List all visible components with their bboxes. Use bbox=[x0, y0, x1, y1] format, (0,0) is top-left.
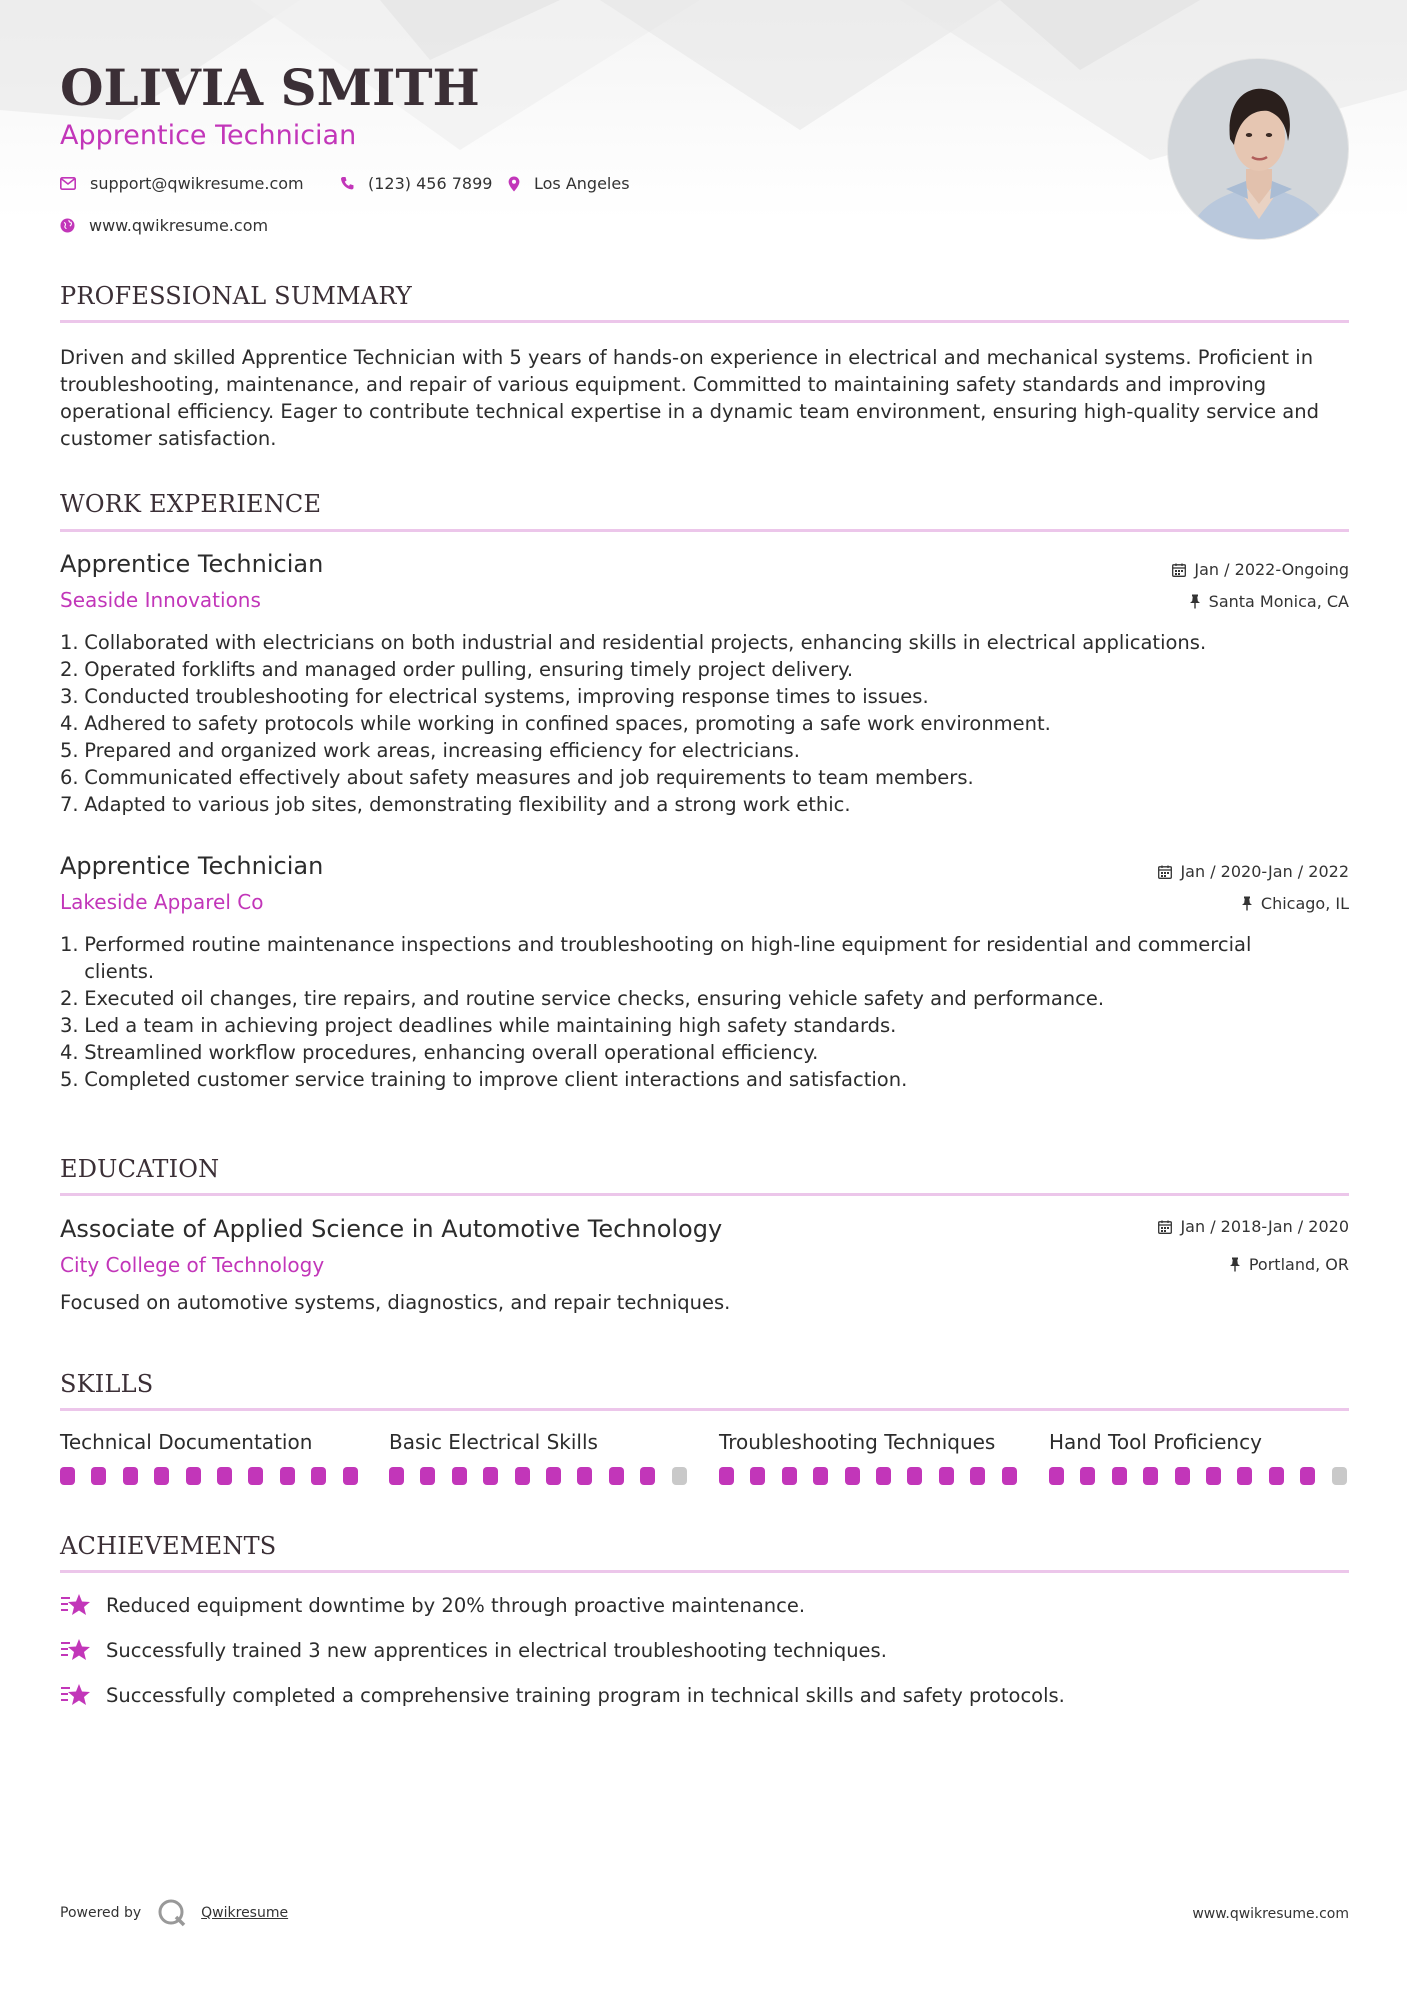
calendar-icon bbox=[1158, 1220, 1172, 1234]
education-heading: EDUCATION bbox=[60, 1155, 220, 1183]
skill-dot-filled bbox=[1112, 1467, 1127, 1485]
achievement-text: Successfully completed a comprehensive training program in technical skills and safety protocols. bbox=[106, 1683, 1065, 1707]
skill-dot-filled bbox=[186, 1467, 201, 1485]
list-item: 2. Operated forklifts and managed order pulling, ensuring timely project delivery. bbox=[60, 658, 854, 681]
list-item: 7. Adapted to various job sites, demonstrating flexibility and a strong work ethic. bbox=[60, 793, 851, 816]
skill-dot-filled bbox=[483, 1467, 498, 1485]
skill-dot-filled bbox=[1269, 1467, 1284, 1485]
pushpin-icon bbox=[1229, 1257, 1241, 1272]
skill-dot-filled bbox=[640, 1467, 655, 1485]
skill-rating bbox=[389, 1467, 703, 1485]
list-item: 1. Collaborated with electricians on both industrial and residential projects, enhancing skills in electrical applications. bbox=[60, 631, 1207, 654]
skill-dot-filled bbox=[217, 1467, 232, 1485]
skill-dot-filled bbox=[813, 1467, 828, 1485]
skill-dot-filled bbox=[420, 1467, 435, 1485]
education-location-text: Portland, OR bbox=[1248, 1255, 1349, 1274]
skill-dot-filled bbox=[1002, 1467, 1017, 1485]
education-description: Focused on automotive systems, diagnostics, and repair techniques. bbox=[60, 1291, 731, 1314]
candidate-role: Apprentice Technician bbox=[60, 120, 357, 151]
achievements-heading: ACHIEVEMENTS bbox=[60, 1532, 277, 1560]
calendar-icon bbox=[1158, 865, 1172, 879]
skill-dot-filled bbox=[1143, 1467, 1158, 1485]
skill-dot-filled bbox=[91, 1467, 106, 1485]
skill-dot-filled bbox=[970, 1467, 985, 1485]
skill-dot-filled bbox=[1049, 1467, 1064, 1485]
star-icon bbox=[60, 1682, 92, 1708]
list-item: 2. Executed oil changes, tire repairs, and routine service checks, ensuring vehicle safety and performance. bbox=[60, 987, 1105, 1010]
job-title: Apprentice Technician bbox=[60, 550, 324, 578]
contact-website[interactable] bbox=[60, 216, 268, 235]
summary-text: Driven and skilled Apprentice Technician with 5 years of hands-on experience in electrical and mechanical systems. Proficient in troubleshooting, maintenance, and repair of various equipment. Committed to maintaining safety standards and improving operational efficiency. Eager to contribute technical expertise in a dynamic team environment, ensuring high-quality service and customer satisfaction. bbox=[60, 346, 1319, 450]
location-text: Los Angeles bbox=[534, 174, 630, 193]
skill-dot-filled bbox=[123, 1467, 138, 1485]
skill-name: Technical Documentation bbox=[60, 1430, 313, 1454]
email-text: support@qwikresume.com bbox=[90, 174, 304, 193]
skill-rating bbox=[719, 1467, 1033, 1485]
skill-dot-filled bbox=[389, 1467, 404, 1485]
skill-dot-filled bbox=[609, 1467, 624, 1485]
list-item: 6. Communicated effectively about safety measures and job requirements to team members. bbox=[60, 766, 974, 789]
achievement-item bbox=[60, 1682, 1065, 1708]
list-item: 3. Led a team in achieving project deadlines while maintaining high safety standards. bbox=[60, 1014, 897, 1037]
achievement-item bbox=[60, 1637, 887, 1663]
globe-icon bbox=[60, 218, 75, 233]
job-duties-list bbox=[60, 629, 1349, 818]
skill-dot-filled bbox=[515, 1467, 530, 1485]
education-divider bbox=[60, 1193, 1349, 1196]
achievement-text: Reduced equipment downtime by 20% through proactive maintenance. bbox=[106, 1593, 806, 1617]
job-location bbox=[1241, 894, 1349, 913]
job-location-text: Chicago, IL bbox=[1260, 894, 1349, 913]
job-location bbox=[1189, 592, 1349, 611]
job-dates-text: Jan / 2020-Jan / 2022 bbox=[1180, 862, 1349, 881]
contact-location bbox=[508, 174, 630, 193]
skill-name: Basic Electrical Skills bbox=[389, 1430, 598, 1454]
skill-dot-filled bbox=[452, 1467, 467, 1485]
skill-dot-filled bbox=[343, 1467, 358, 1485]
list-item: 5. Prepared and organized work areas, increasing efficiency for electricians. bbox=[60, 739, 800, 762]
profile-photo bbox=[1167, 58, 1349, 240]
skill-dot-filled bbox=[782, 1467, 797, 1485]
job-company: Seaside Innovations bbox=[60, 588, 261, 612]
job-title: Apprentice Technician bbox=[60, 852, 324, 880]
job-dates bbox=[1158, 862, 1349, 881]
star-icon bbox=[60, 1637, 92, 1663]
skill-dot-empty bbox=[672, 1467, 687, 1485]
school-name: City College of Technology bbox=[60, 1253, 325, 1277]
skill-dot-filled bbox=[546, 1467, 561, 1485]
skill-dot-filled bbox=[1175, 1467, 1190, 1485]
education-dates-text: Jan / 2018-Jan / 2020 bbox=[1180, 1217, 1349, 1236]
qwikresume-link[interactable]: Qwikresume bbox=[201, 1905, 289, 1921]
website-text: www.qwikresume.com bbox=[89, 216, 269, 235]
experience-heading: WORK EXPERIENCE bbox=[60, 490, 322, 518]
list-item: 5. Completed customer service training to improve client interactions and satisfaction. bbox=[60, 1068, 908, 1091]
achievement-text: Successfully trained 3 new apprentices in electrical troubleshooting techniques. bbox=[106, 1638, 887, 1662]
skill-dot-filled bbox=[1080, 1467, 1095, 1485]
summary-divider bbox=[60, 320, 1349, 323]
skills-divider bbox=[60, 1408, 1349, 1411]
envelope-icon bbox=[60, 177, 76, 190]
skill-dot-filled bbox=[280, 1467, 295, 1485]
skill-rating bbox=[1049, 1467, 1363, 1485]
skill-dot-filled bbox=[939, 1467, 954, 1485]
map-pin-icon bbox=[508, 176, 520, 192]
skill-dot-filled bbox=[750, 1467, 765, 1485]
skill-name: Hand Tool Proficiency bbox=[1049, 1430, 1262, 1454]
contact-email[interactable] bbox=[60, 174, 304, 193]
star-icon bbox=[60, 1592, 92, 1618]
education-dates bbox=[1158, 1217, 1349, 1236]
skill-dot-filled bbox=[907, 1467, 922, 1485]
skill-dot-empty bbox=[1332, 1467, 1347, 1485]
achievements-divider bbox=[60, 1570, 1349, 1573]
skill-dot-filled bbox=[248, 1467, 263, 1485]
footer-website[interactable]: www.qwikresume.com bbox=[1192, 1906, 1349, 1922]
footer-powered-by bbox=[60, 1898, 288, 1928]
skill-dot-filled bbox=[311, 1467, 326, 1485]
job-dates-text: Jan / 2022-Ongoing bbox=[1194, 560, 1349, 579]
experience-divider bbox=[60, 529, 1349, 532]
skill-dot-filled bbox=[60, 1467, 75, 1485]
skill-dot-filled bbox=[876, 1467, 891, 1485]
skill-dot-filled bbox=[577, 1467, 592, 1485]
skill-dot-filled bbox=[1300, 1467, 1315, 1485]
list-item: 3. Conducted troubleshooting for electrical systems, improving response times to issues. bbox=[60, 685, 929, 708]
job-company: Lakeside Apparel Co bbox=[60, 890, 264, 914]
skill-dot-filled bbox=[154, 1467, 169, 1485]
achievement-item bbox=[60, 1592, 805, 1618]
skill-rating bbox=[60, 1467, 374, 1485]
skill-name: Troubleshooting Techniques bbox=[719, 1430, 996, 1454]
list-item: 4. Streamlined workflow procedures, enhancing overall operational efficiency. bbox=[60, 1041, 819, 1064]
skill-dot-filled bbox=[845, 1467, 860, 1485]
list-item: 4. Adhered to safety protocols while working in confined spaces, promoting a safe work environment. bbox=[60, 712, 1051, 735]
skill-dot-filled bbox=[1206, 1467, 1221, 1485]
job-dates bbox=[1172, 560, 1349, 579]
skill-dot-filled bbox=[719, 1467, 734, 1485]
pushpin-icon bbox=[1189, 594, 1201, 609]
skills-heading: SKILLS bbox=[60, 1370, 154, 1398]
candidate-name: OLIVIA SMITH bbox=[60, 58, 480, 117]
job-duties-list bbox=[60, 931, 1260, 1093]
contact-phone[interactable] bbox=[340, 174, 492, 193]
skill-dot-filled bbox=[1237, 1467, 1252, 1485]
list-item: 1. Performed routine maintenance inspections and troubleshooting on high-line equipment for residential and commercial clients. bbox=[60, 933, 1252, 983]
education-location bbox=[1229, 1255, 1349, 1274]
powered-by-label: Powered by bbox=[60, 1905, 142, 1921]
job-location-text: Santa Monica, CA bbox=[1208, 592, 1349, 611]
phone-icon bbox=[340, 176, 354, 191]
degree-title: Associate of Applied Science in Automotive Technology bbox=[60, 1215, 723, 1243]
qwikresume-logo-icon bbox=[157, 1898, 187, 1928]
pushpin-icon bbox=[1241, 896, 1253, 911]
summary-heading: PROFESSIONAL SUMMARY bbox=[60, 282, 412, 310]
phone-text: (123) 456 7899 bbox=[368, 174, 493, 193]
calendar-icon bbox=[1172, 563, 1186, 577]
